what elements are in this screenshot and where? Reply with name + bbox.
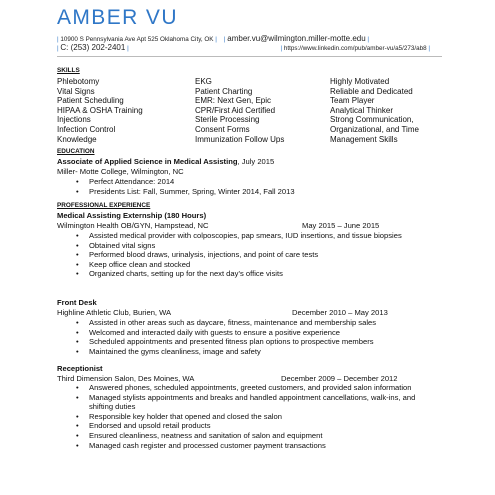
- skills-heading: SKILLS: [57, 67, 80, 74]
- list-item: • Assisted in other areas such as daycare, fitness, maintenance and membership sales: [76, 318, 426, 328]
- job-title: Front Desk: [57, 298, 97, 307]
- separator: |: [428, 45, 431, 52]
- separator: |: [57, 36, 59, 43]
- list-item: • Managed stylists appointments and breaks and handled appointment cancellations, walk-ins, and shifting duties: [76, 393, 426, 412]
- linkedin-link[interactable]: https://www.linkedin.com/pub/amber-vu/a5/273/ab8: [283, 45, 427, 52]
- separator: |: [57, 45, 59, 52]
- skill-item: Team Player: [330, 96, 375, 106]
- list-item: • Welcomed and interacted daily with guests to ensure a positive experience: [76, 328, 426, 338]
- skill-item: Sterile Processing: [195, 115, 260, 125]
- degree-title: [57, 157, 274, 166]
- list-item: • Endorsed and upsold retail products: [76, 421, 426, 431]
- job-organization: Highline Athletic Club, Burien, WA: [57, 308, 172, 317]
- school-name: Miller- Motte College, Wilmington, NC: [57, 167, 184, 176]
- contact-row-2: [57, 43, 430, 52]
- list-item: • Perfect Attendance: 2014: [76, 177, 426, 187]
- list-item: • Answered phones, scheduled appointments, greeted customers, and provided salon information: [76, 383, 426, 393]
- job-title: Receptionist: [57, 364, 103, 373]
- skill-item: Consent Forms: [195, 124, 250, 134]
- separator: |: [127, 45, 129, 52]
- skill-item: Patient Charting: [195, 86, 253, 96]
- list-item: • Managed cash register and processed customer payment transactions: [76, 441, 426, 451]
- address: 10900 S Pennsylvania Ave Apt 525 Oklahoma City, OK: [60, 36, 214, 43]
- skill-item: Injections: [57, 115, 91, 125]
- skill-item: Reliable and Dedicated: [330, 86, 413, 96]
- job-bullets: [76, 383, 426, 450]
- job-bullets: [76, 231, 426, 279]
- skills-column-1: [57, 77, 143, 144]
- skill-item: Analytical Thinker: [330, 105, 393, 115]
- skill-item: Vital Signs: [57, 86, 95, 96]
- separator: |: [215, 36, 217, 43]
- skill-item: Management Skills: [330, 134, 398, 144]
- skill-item: EKG: [195, 77, 212, 86]
- skill-item: Patient Scheduling: [57, 96, 124, 106]
- skill-item: Organizational, and Time: [330, 124, 419, 134]
- job-organization: Third Dimension Salon, Des Moines, WA: [57, 374, 195, 383]
- separator: |: [223, 36, 226, 43]
- skill-item: CPR/First Aid Certified: [195, 105, 276, 115]
- contact-row-1: [57, 34, 369, 43]
- job-title: Medical Assisting Externship (180 Hours): [57, 211, 207, 220]
- job-organization: Wilmington Health OB/GYN, Hampstead, NC: [57, 221, 209, 230]
- separator: |: [367, 36, 370, 43]
- skills-column-2: [195, 77, 284, 144]
- list-item: • Presidents List: Fall, Summer, Spring, Winter 2014, Fall 2013: [76, 187, 426, 197]
- degree-name: Associate of Applied Science in Medical Assisting: [57, 157, 238, 166]
- skill-item: Immunization Follow Ups: [195, 134, 285, 144]
- list-item: • Organized charts, setting up for the next day’s office visits: [76, 269, 426, 279]
- skill-item: Strong Communication,: [330, 115, 414, 125]
- skill-item: HIPAA & OSHA Training: [57, 105, 143, 115]
- list-item: • Scheduled appointments and presented fitness plan options to prospective members: [76, 337, 426, 347]
- degree-date: , July 2015: [237, 157, 275, 166]
- job-bullets: [76, 318, 426, 356]
- experience-heading: PROFESSIONAL EXPERIENCE: [57, 202, 151, 209]
- skill-item: Infection Control: [57, 124, 116, 134]
- education-heading: EDUCATION: [57, 148, 95, 155]
- education-bullets: [76, 177, 426, 196]
- header-divider: [57, 56, 442, 57]
- skill-item: Phlebotomy: [57, 77, 100, 86]
- job-dates: May 2015 – June 2015: [302, 221, 380, 230]
- skills-column-3: [330, 77, 419, 144]
- skill-item: EMR: Next Gen, Epic: [195, 96, 272, 106]
- job-dates: December 2010 – May 2013: [292, 308, 388, 317]
- list-item: • Responsible key holder that opened and closed the salon: [76, 412, 426, 422]
- phone-number: C: (253) 202-2401: [60, 43, 126, 52]
- skill-item: Highly Motivated: [330, 77, 390, 86]
- list-item: • Maintained the gyms cleanliness, image and safety: [76, 347, 426, 357]
- job-dates: December 2009 – December 2012: [281, 374, 398, 383]
- list-item: • Obtained vital signs: [76, 241, 426, 251]
- applicant-name: AMBER VU: [57, 6, 178, 29]
- list-item: • Keep office clean and stocked: [76, 260, 426, 270]
- email-link[interactable]: amber.vu@wilmington.miller-motte.edu: [227, 34, 366, 43]
- skill-item: Knowledge: [57, 134, 97, 144]
- list-item: • Assisted medical provider with colposcopies, pap smears, IUD insertions, and tissue biopsies: [76, 231, 426, 241]
- list-item: • Ensured cleanliness, neatness and sanitation of salon and equipment: [76, 431, 426, 441]
- list-item: • Performed blood draws, urinalysis, injections, and point of care tests: [76, 250, 426, 260]
- separator: |: [280, 45, 283, 52]
